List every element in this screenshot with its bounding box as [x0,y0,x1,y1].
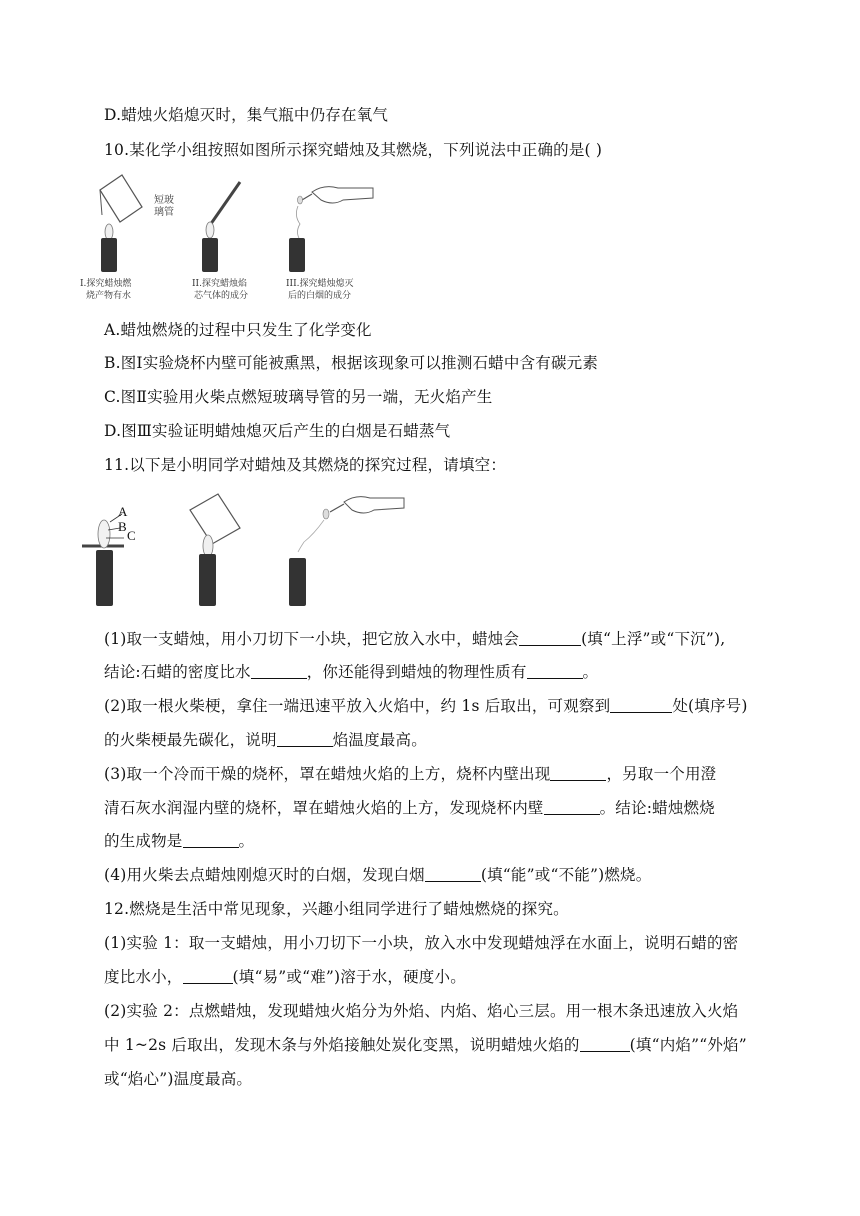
fig10-caption-3b: 后的白烟的成分 [288,291,352,301]
fig10-hand-candle [289,187,373,272]
answer-blank[interactable] [550,764,606,781]
answer-blank[interactable] [544,798,600,815]
answer-blank[interactable] [183,831,239,848]
fig11-hand-candle [289,497,404,606]
fig10-caption-1b: 烧产物有水 [86,291,132,301]
flame-label-a: A [118,504,128,519]
question-11: 11.以下是小明同学对蜡烛及其燃烧的探究过程，请填空： [104,456,507,474]
option-a-10: A.蜡烛燃烧的过程中只发生了化学变化 [104,321,372,339]
option-b-10: B.图Ⅰ实验烧杯内壁可能被熏黑，根据该现象可以推测石蜡中含有碳元素 [104,354,599,372]
tube-label-2: 璃管 [154,207,174,218]
option-c-10: C.图Ⅱ实验用火柴点燃短玻璃导管的另一端，无火焰产生 [104,388,493,406]
option-d-prev: D.蜡烛火焰熄灭时，集气瓶中仍存在氧气 [104,106,389,124]
option-d-10: D.图Ⅲ实验证明蜡烛熄灭后产生的白烟是石蜡蒸气 [104,422,451,440]
flame-label-c: C [127,528,136,543]
q12-exp2-line3: 或“焰心”)温度最高。 [104,1070,253,1088]
q11-part3-line1: (3)取一个冷而干燥的烧杯，罩在蜡烛火焰的上方，烧杯内壁出现 ，另取一个用澄 [104,765,717,783]
fig10-caption-2b: 芯气体的成分 [194,291,249,301]
answer-blank[interactable] [519,629,581,646]
fig11-beaker-candle [190,494,240,606]
q11-part3-line2: 清石灰水润湿内壁的烧杯，罩在蜡烛火焰的上方，发现烧杯内壁 。结论:蜡烛燃烧 [104,799,715,817]
q11-part2-line1: (2)取一根火柴梗，拿住一端迅速平放入火焰中，约 1s 后取出，可观察到 处(填序号) [104,697,748,715]
q11-part1-line1: (1)取一支蜡烛，用小刀切下一小块，把它放入水中，蜡烛会 (填“上浮”或“下沉”), [104,630,726,648]
answer-blank[interactable] [251,662,307,679]
fig10-tube-candle [202,182,240,272]
q12-exp1-line2: 度比水小， (填“易”或“难”)溶于水，硬度小。 [104,968,466,986]
answer-blank[interactable] [527,662,583,679]
fig10-beaker-candle [100,175,142,272]
tube-label-1: 短玻 [154,195,174,206]
question-12: 12.燃烧是生活中常见现象，兴趣小组同学进行了蜡烛燃烧的探究。 [104,900,569,918]
q12-exp1-line1: (1)实验 1：取一支蜡烛，用小刀切下一小块，放入水中发现蜡烛浮在水面上，说明石蜡的密 [104,934,739,952]
figure-q11 [80,488,410,612]
question-10: 10.某化学小组按照如图所示探究蜡烛及其燃烧，下列说法中正确的是( ) [104,141,603,159]
q12-exp2-line1: (2)实验 2：点燃蜡烛，发现蜡烛火焰分为外焰、内焰、焰心三层。用一根木条迅速放入火焰 [104,1002,739,1020]
answer-blank[interactable] [580,1035,630,1052]
fig10-caption-1a: I.探究蜡烛燃 [80,279,132,289]
q12-exp2-line2: 中 1~2s 后取出，发现木条与外焰接触处炭化变黑，说明蜡烛火焰的 (填“内焰”“外焰” [104,1036,747,1054]
fig10-caption-3a: III.探究蜡烛熄灭 [286,279,354,289]
answer-blank[interactable] [183,967,233,984]
fig10-caption-2a: II.探究蜡烛焰 [192,279,247,289]
answer-blank[interactable] [425,865,481,882]
q11-part2-line2: 的火柴梗最先碳化，说明 焰温度最高。 [104,731,427,749]
q11-part3-line3: 的生成物是 。 [104,832,255,850]
q11-part4: (4)用火柴去点蜡烛刚熄灭时的白烟，发现白烟 (填“能”或“不能”)燃烧。 [104,866,652,884]
q11-part1-line2: 结论:石蜡的密度比水 ，你还能得到蜡烛的物理性质有 。 [104,663,599,681]
answer-blank[interactable] [277,730,333,747]
flame-label-b: B [118,519,127,534]
answer-blank[interactable] [610,696,672,713]
